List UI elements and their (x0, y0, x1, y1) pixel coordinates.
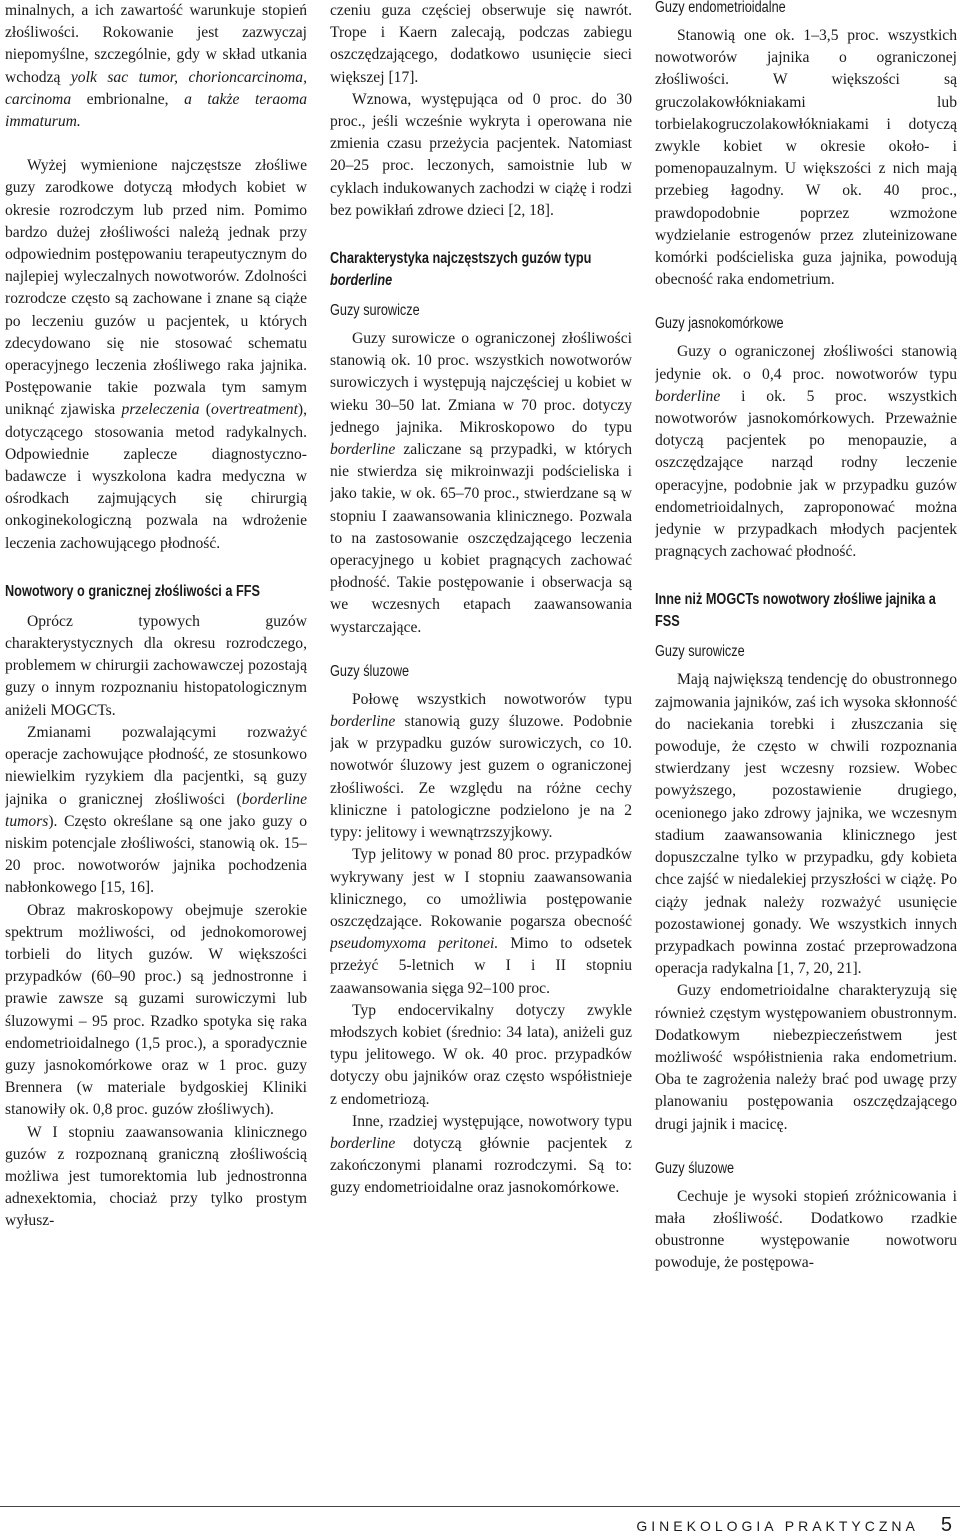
paragraph-clear-cell: Guzy o ograniczonej złośliwości stanowią jedynie ok. o 0,4 proc. nowotworów typu borderline i ok. 5 proc. wszystkich nowotworów jasnokomórkowych. Przeważnie dotyczą pacjentek po menopauzie, a oszczędzające narząd rodny leczenie operacyjne, podobnie jak w przypadku guzów endometrioidalnych, zaproponować można jedynie w przypadkach młodych pacjentek pragnących zachować płodność. (655, 343, 957, 561)
section-heading-borderline-characteristics: Charakterystyka najczęstszych guzów typu borderline (330, 250, 592, 290)
subheading-mucinous: Guzy śluzowe (330, 662, 410, 680)
paragraph-germ-cell-tumors: Wyżej wymienione najczęstsze złośliwe guzy zarodkowe dotyczą młodych kobiet w okresie rozrodczym lub przed nim. Pomimo bardzo dużej złośliwości należą jednak przy odpowiednim postępowaniu terapeutycznym do najlepiej wyleczalnych nowotworów. Zdolności rozrodcze często są zachowane i znane są ciąże po leczeniu guzów u pacjentek, u których zdecydowano się nie stosować schematu operacyjnego leczenia złośliwego raka jajnika. Postępowanie takie pozwala tym samym uniknąć zjawiska przeleczenia (overtreatment), dotyczącego stosowania metod radykalnych. Odpowiednie zaplecze diagnostyczno-badawcze i wyszkolona kadra medyczna w ośrodkach zajmujących się chirurgią onkoginekologiczną pozwala na wdrożenie leczenia zachowującego płodność. (5, 157, 307, 552)
paragraph-endocervical-type: Typ endocervikalny dotyczy zwykle młodszych kobiet (średnio: 34 lata), aniżeli guz typu jelitowego. W ok. 40 proc. przypadków dotyczy obu jajników oraz często współistnieje z endometriozą. (330, 1001, 632, 1108)
subheading-mucinous-malignant: Guzy śluzowe (655, 1159, 735, 1177)
paragraph-endometrioid-malignant: Guzy endometrioidalne charakteryzują się również częstym występowaniem obustronnym. Dodatkowym niebezpieczeństwem jest możliwość współistnienia raka endometrium. Oba te zagrożenia należy brać pod uwagę przy planowaniu postępowania oszczędzającego drugi jajnik i macicę. (655, 982, 957, 1133)
paragraph-continuation: czeniu guza częściej obserwuje się nawrót. Trope i Kaern zalecają, podczas zabiegu oszczędzającego, dodatkowo usunięcie sieci większej [17]. (330, 2, 632, 86)
text-column-2 (330, 0, 632, 1495)
section-heading-borderline-ffs: Nowotwory o granicznej złośliwości a FFS (5, 582, 260, 600)
page-number: 5 (940, 1514, 952, 1536)
paragraph-intro: minalnych, a ich zawartość warunkuje stopień złośliwości. Rokowanie jest zazwyczaj niepomyślne, szczególnie, gdy w skład utkania wchodzą yolk sac tumor, chorioncarcinoma, carcinoma embrionalne, a także teraoma immaturum. (5, 2, 307, 131)
paragraph-other-borderline: Inne, rzadziej występujące, nowotwory typu borderline dotyczą głównie pacjentek z zakończonymi planami rozrodczymi. Są to: guzy endometrioidalne oraz jasnokomórkowe. (330, 1112, 632, 1197)
paragraph-mucinous: Połowę wszystkich nowotworów typu borderline stanowią guzy śluzowe. Podobnie jak w przypadku guzów surowiczych, co 10. nowotwór śluzowy jest guzem o ograniczonej złośliwości. Ze względu na różne cechy kliniczne i patologiczne podzielono je na 2 typy: jelitowy i wewnątrzszyjkowy. (330, 690, 632, 842)
paragraph-stage-one: W I stopniu zaawansowania klinicznego guzów z rozpoznaną graniczną złośliwością możliwa jest tumorektomia lub jednostronna adnexektomia, chociaż przy tylko prostym wyłusz- (5, 1123, 307, 1230)
paragraph-macroscopic: Obraz makroskopowy obejmuje szerokie spektrum możliwości, od jednokomorowej torbieli do litych guzów. W większości przypadków (60–90 proc.) są jednostronne i prawie zawsze są guzami surowiczymi lub śluzowymi – 95 proc. Rzadko spotyka się raka endometrioidalnego (1,5 proc.), a sporadycznie guzy jasnokomórkowe oraz w 1 proc. guzy Brennera (w materiale bydgoskiej Kliniki stanowiły ok. 0,8 proc. guzów złośliwych). (5, 901, 307, 1119)
paragraph-endometrioid: Stanowią one ok. 1–3,5 proc. wszystkich nowotworów jajnika o ograniczonej złośliwości. W większości są gruczolakowłókniakami lub torbielakogruczolakowłókniakami i dotyczą zwykle kobiet w okresie około- i pomenopauzalnym. U większości z nich mają przebieg łagodny. W ok. 40 proc., prawdopodobnie poprzez wzmożone wydzielanie estrogenów przez zluteinizowane komórki podścieliska guza jajnika, powodują obecność raka endometrium. (655, 27, 957, 289)
footer-rule (0, 1506, 960, 1507)
paragraph-borderline-tumors: Zmianami pozwalającymi rozważyć operacje zachowujące płodność, ze stosunkowo niewielkim ryzykiem dla pacjentki, są guzy jajnika o granicznej złośliwości (borderline tumors). Często określane są one jako guzy o niskim potencjale złośliwości, stanowią ok. 15–20 proc. nowotworów jajnika pochodzenia nabłonkowego [15, 16]. (5, 723, 307, 897)
text-column-3 (655, 0, 957, 1495)
subheading-serous: Guzy surowicze (330, 302, 420, 320)
subheading-clear-cell: Guzy jasnokomórkowe (655, 315, 784, 333)
subheading-serous-malignant: Guzy surowicze (655, 643, 745, 661)
paragraph-serous: Guzy surowicze o ograniczonej złośliwości stanowią ok. 10 proc. wszystkich nowotworów surowiczych i występują najczęściej u kobiet w wieku 30–50 lat. Zmiana w 70 proc. dotyczy jednego jajnika. Mikroskopowo do typu borderline zaliczane są przypadki, w których nie stwierdza się mikroinwazji podścieliska i jako takie, w ok. 65–70 proc., stwierdzane są w stopniu I zaawansowania klinicznego. Pozwala to na zastosowanie oszczędzającego leczenia operacyjnego u kobiet pragnących zachować płodność. Takie postępowanie i obserwacja są we wczesnych etapach zaawansowania wystarczające. (330, 330, 632, 636)
paragraph-mucinous-malignant: Cechuje je wysoki stopień zróżnicowania i mała złośliwość. Dodatkowo rzadkie obustronne występowanie nowotworu powoduje, że postępowa- (655, 1187, 957, 1272)
paragraph-recurrence: Wznowa, występująca od 0 proc. do 30 proc., jeśli wcześnie wykryta i operowana nie zmienia czasu przeżycia pacjentek. Natomiast 20–25 proc. leczonych, samoistnie lub w cyklach indukowanych zachodzi w ciążę i rodzi bez powikłań zdrowe dzieci [2, 18]. (330, 90, 632, 219)
journal-name: GINEKOLOGIA PRAKTYCZNA (636, 1518, 919, 1534)
page-footer (636, 1514, 952, 1536)
paragraph-serous-malignant: Mają największą tendencję do obustronnego zajmowania jajników, zaś ich wysoka skłonność do naciekania torebki i złuszczania się powoduje, że często w chwili rozpoznania stwierdzany jest wczesny rozsiew. Wobec powyższego, pozostawienie drugiego, ocenionego jako zdrowy jajnika, we wczesnym stadium zaawansowania klinicznego jest dopuszczalne tylko w przypadku, gdy kobieta chce zajść w niedalekiej przyszłości w ciążę. Po ciąży jednak należy rozważyć usunięcie pozostawionej gonady. We wszystkich innych przypadkach powinna zostać przeprowadzona operacja radykalna [1, 7, 20, 21]. (655, 671, 957, 978)
text-column-1 (5, 0, 307, 1495)
paragraph-intestinal-type: Typ jelitowy w ponad 80 proc. przypadków wykrywany jest w I stopniu zaawansowania klinicznego, co umożliwia postępowanie oszczędzające. Rokowanie pogarsza obecność pseudomyxoma peritonei. Mimo to odsetek przeżyć 5-letnich w I i II stopniu zaawansowania sięga 92–100 proc. (330, 846, 632, 997)
subheading-endometrioid: Guzy endometrioidalne (655, 0, 786, 16)
paragraph-other-tumors: Oprócz typowych guzów charakterystycznych dla okresu rozrodczego, problemem w chirurgii zachowawczej pozostają guzy o innym rozpoznaniu histopatologicznym aniżeli MOGCTs. (5, 612, 307, 719)
section-heading-non-mogcts: Inne niż MOGCTs nowotwory złośliwe jajnika a FSS (655, 591, 936, 631)
